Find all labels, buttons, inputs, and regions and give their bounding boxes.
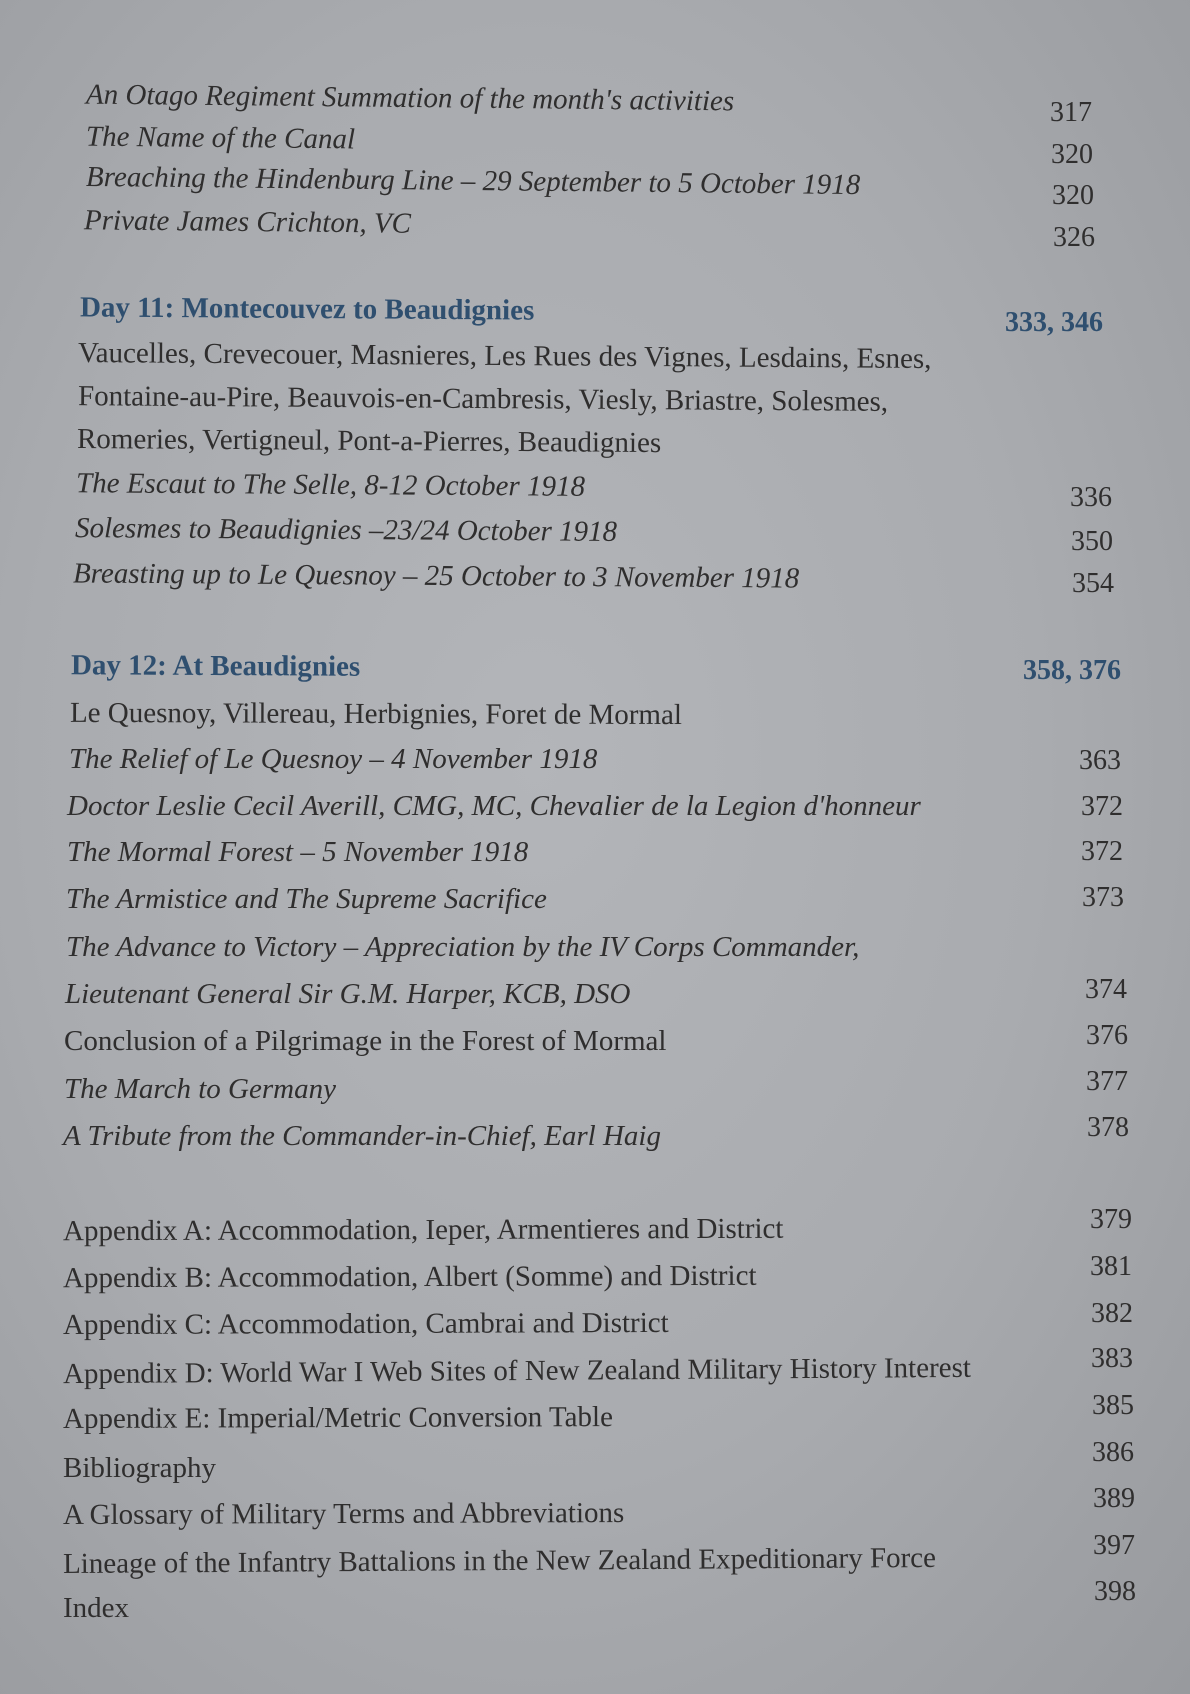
toc-entry-title: Lieutenant General Sir G.M. Harper, KCB, DSO xyxy=(65,978,631,1010)
toc-entry-page: 354 xyxy=(1072,568,1114,599)
toc-entry-title: Appendix E: Imperial/Metric Conversion Table xyxy=(62,1401,613,1435)
toc-entry-page: 350 xyxy=(1071,526,1113,557)
toc-entry-title: Appendix A: Accommodation, Ieper, Armentieres and District xyxy=(62,1212,784,1248)
place-list-line: Fontaine-au-Pire, Beauvois-en-Cambresis, Viesly, Briastre, Solesmes, xyxy=(77,380,889,418)
toc-entry-title: Conclusion of a Pilgrimage in the Forest of Mormal xyxy=(64,1025,667,1057)
toc-entry-page: 378 xyxy=(1087,1112,1129,1143)
toc-entry-title: Solesmes to Beaudignies –23/24 October 1918 xyxy=(74,512,618,548)
toc-entry-page: 382 xyxy=(1091,1298,1133,1329)
toc-entry-page: 317 xyxy=(1050,97,1092,128)
section-heading-day11: Day 11: Montecouvez to Beaudignies xyxy=(79,291,535,327)
toc-entry-page: 363 xyxy=(1079,745,1121,776)
toc-entry-title: Appendix D: World War I Web Sites of New Zealand Military History Interest xyxy=(62,1351,972,1391)
toc-entry-page: 336 xyxy=(1070,482,1112,513)
toc-entry-page: 326 xyxy=(1053,222,1095,253)
toc-entry-title: The Relief of Le Quesnoy – 4 November 1918 xyxy=(69,743,598,775)
toc-entry-page: 320 xyxy=(1051,139,1093,170)
toc-entry-page: 320 xyxy=(1052,180,1094,211)
toc-entry-title: Appendix B: Accommodation, Albert (Somme) and District xyxy=(62,1259,757,1295)
toc-entry-page: 373 xyxy=(1082,882,1124,913)
toc-entry-title: Lineage of the Infantry Battalions in the New Zealand Expeditionary Force xyxy=(62,1541,937,1581)
toc-entry-page: 379 xyxy=(1090,1204,1132,1235)
toc-entry-title: Breaching the Hindenburg Line – 29 September to 5 October 1918 xyxy=(85,160,861,202)
toc-entry-title: The Mormal Forest – 5 November 1918 xyxy=(67,836,529,868)
toc-entry-title: Doctor Leslie Cecil Averill, CMG, MC, Chevalier de la Legion d'honneur xyxy=(67,790,921,822)
toc-entry-page: 377 xyxy=(1086,1066,1128,1097)
toc-entry-title: An Otago Regiment Summation of the month's activities xyxy=(85,78,735,118)
toc-entry-title: The Armistice and The Supreme Sacrifice xyxy=(66,883,547,915)
section-heading-pages: 358, 376 xyxy=(1023,655,1121,686)
toc-entry-page: 381 xyxy=(1090,1251,1132,1282)
toc-entry-page: 386 xyxy=(1092,1437,1134,1468)
toc-entry-page: 376 xyxy=(1086,1020,1128,1051)
toc-entry-title: A Glossary of Military Terms and Abbreviations xyxy=(62,1497,625,1531)
toc-entry-page: 383 xyxy=(1091,1343,1133,1374)
toc-entry-page: 398 xyxy=(1094,1576,1136,1607)
toc-entry-page: 372 xyxy=(1081,836,1123,867)
place-list-line: Vaucelles, Crevecouer, Masnieres, Les Rues des Vignes, Lesdains, Esnes, xyxy=(77,337,932,375)
section-heading-pages: 333, 346 xyxy=(1005,307,1103,338)
toc-entry-title: The Name of the Canal xyxy=(85,120,356,156)
toc-entry-page: 389 xyxy=(1093,1483,1135,1514)
toc-entry-page: 397 xyxy=(1093,1530,1135,1561)
toc-entry-title: The Advance to Victory – Appreciation by the IV Corps Commander, xyxy=(66,931,860,963)
toc-entry-title: Bibliography xyxy=(63,1452,217,1484)
place-list-line: Romeries, Vertigneul, Pont-a-Pierres, Beaudignies xyxy=(76,422,662,460)
toc-entry-page: 372 xyxy=(1081,791,1123,822)
toc-entry-title: Appendix C: Accommodation, Cambrai and District xyxy=(62,1306,669,1342)
toc-entry-title: Index xyxy=(63,1592,130,1624)
toc-entry-page: 385 xyxy=(1092,1390,1134,1421)
toc-entry-title: The Escaut to The Selle, 8-12 October 1918 xyxy=(75,467,586,503)
toc-entry-title: A Tribute from the Commander-in-Chief, Earl Haig xyxy=(63,1120,661,1152)
toc-entry-page: 374 xyxy=(1085,974,1127,1005)
place-list-line: Le Quesnoy, Villereau, Herbignies, Foret de Mormal xyxy=(69,696,682,732)
toc-entry-title: Breasting up to Le Quesnoy – 25 October to 3 November 1918 xyxy=(72,557,800,595)
toc-entry-title: The March to Germany xyxy=(64,1073,336,1105)
section-heading-day12: Day 12: At Beaudignies xyxy=(70,649,361,683)
toc-entry-title: Private James Crichton, VC xyxy=(83,204,412,240)
